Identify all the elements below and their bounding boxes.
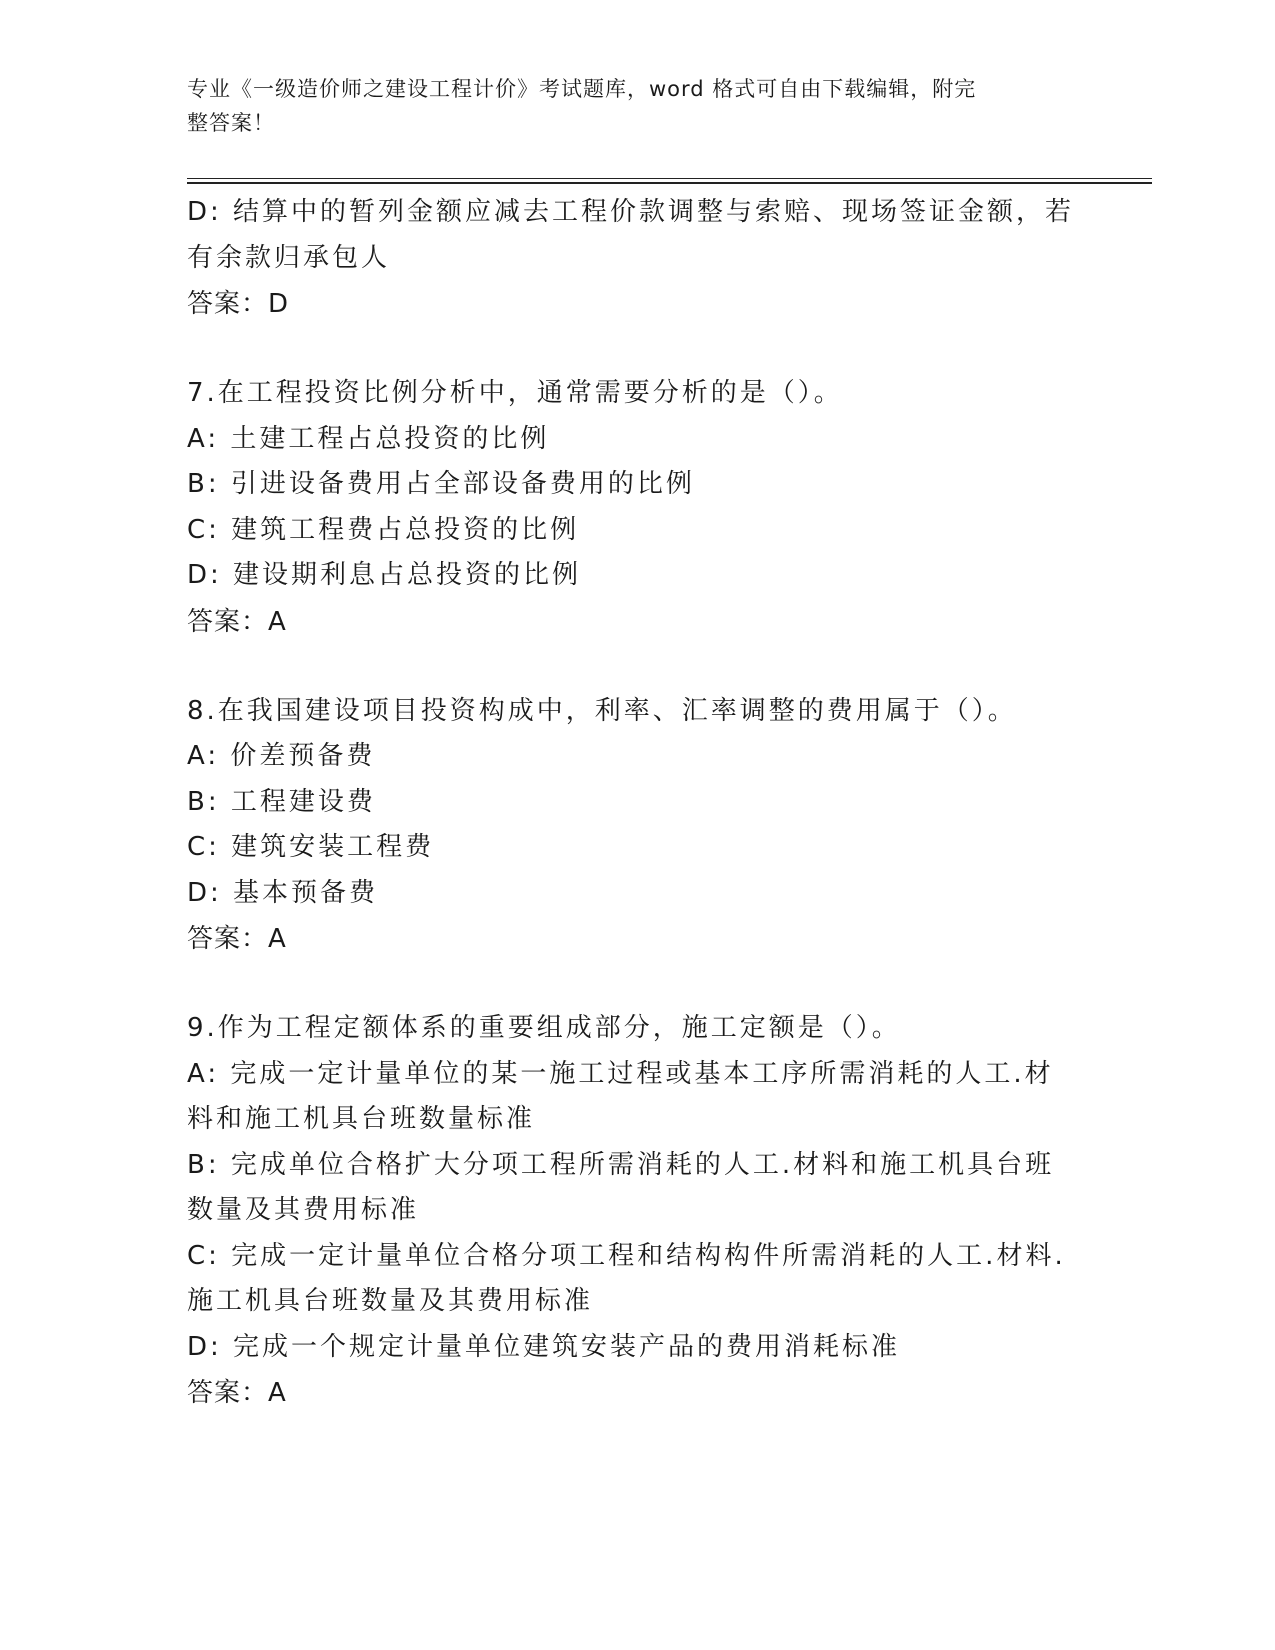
option-c-line-2: 施工机具台班数量及其费用标准 <box>187 1286 594 1316</box>
header-divider-thick <box>187 182 1152 184</box>
spacer <box>187 646 1087 689</box>
spacer <box>187 963 1087 1006</box>
question-text: 9.作为工程定额体系的重要组成部分，施工定额是（）。 <box>187 1013 901 1043</box>
spacer <box>187 328 1087 371</box>
option-a-line-2: 料和施工机具台班数量标准 <box>187 1104 536 1134</box>
answer: 答案：A <box>187 924 287 954</box>
header-line-1: 专业《一级造价师之建设工程计价》考试题库，word 格式可自由下载编辑，附完 <box>187 77 977 101</box>
answer: 答案：A <box>187 606 287 637</box>
option-a: A: 价差预备费 <box>187 741 376 771</box>
option-d-line-2: 有余款归承包人 <box>187 242 391 273</box>
option-b-line-1: B: 完成单位合格扩大分项工程所需消耗的人工.材料和施工机具台班 <box>187 1149 1055 1180</box>
page-header <box>187 72 1067 140</box>
option-b: B: 引进设备费用占全部设备费用的比例 <box>187 469 695 499</box>
option-b-line-2: 数量及其费用标准 <box>187 1195 420 1225</box>
header-line-2: 整答案！ <box>187 111 275 135</box>
option-b: B: 工程建设费 <box>187 786 376 817</box>
option-a-line-1: A: 完成一定计量单位的某一施工过程或基本工序所需消耗的人工.材 <box>187 1058 1054 1089</box>
question-8 <box>187 689 1087 964</box>
option-c: C: 建筑工程费占总投资的比例 <box>187 514 580 545</box>
question-text: 8.在我国建设项目投资构成中，利率、汇率调整的费用属于（）。 <box>187 695 1017 726</box>
question-text: 7.在工程投资比例分析中，通常需要分析的是（）。 <box>187 378 843 408</box>
option-d-line-1: D: 结算中的暂列金额应减去工程价款调整与索赔、现场签证金额，若 <box>187 197 1075 227</box>
question-9 <box>187 1006 1087 1417</box>
option-c-line-1: C: 完成一定计量单位合格分项工程和结构构件所需消耗的人工.材料. <box>187 1240 1066 1271</box>
document-body <box>187 190 1087 1417</box>
question-7 <box>187 371 1087 646</box>
option-d: D: 建设期利息占总投资的比例 <box>187 560 582 590</box>
option-a: A: 土建工程占总投资的比例 <box>187 423 550 454</box>
answer: 答案：D <box>187 289 290 319</box>
answer: 答案：A <box>187 1378 287 1408</box>
question-6-tail <box>187 190 1087 328</box>
header-divider-thin <box>187 178 1152 179</box>
option-d: D: 基本预备费 <box>187 877 379 908</box>
option-d: D: 完成一个规定计量单位建筑安装产品的费用消耗标准 <box>187 1331 901 1362</box>
option-c: C: 建筑安装工程费 <box>187 832 435 862</box>
